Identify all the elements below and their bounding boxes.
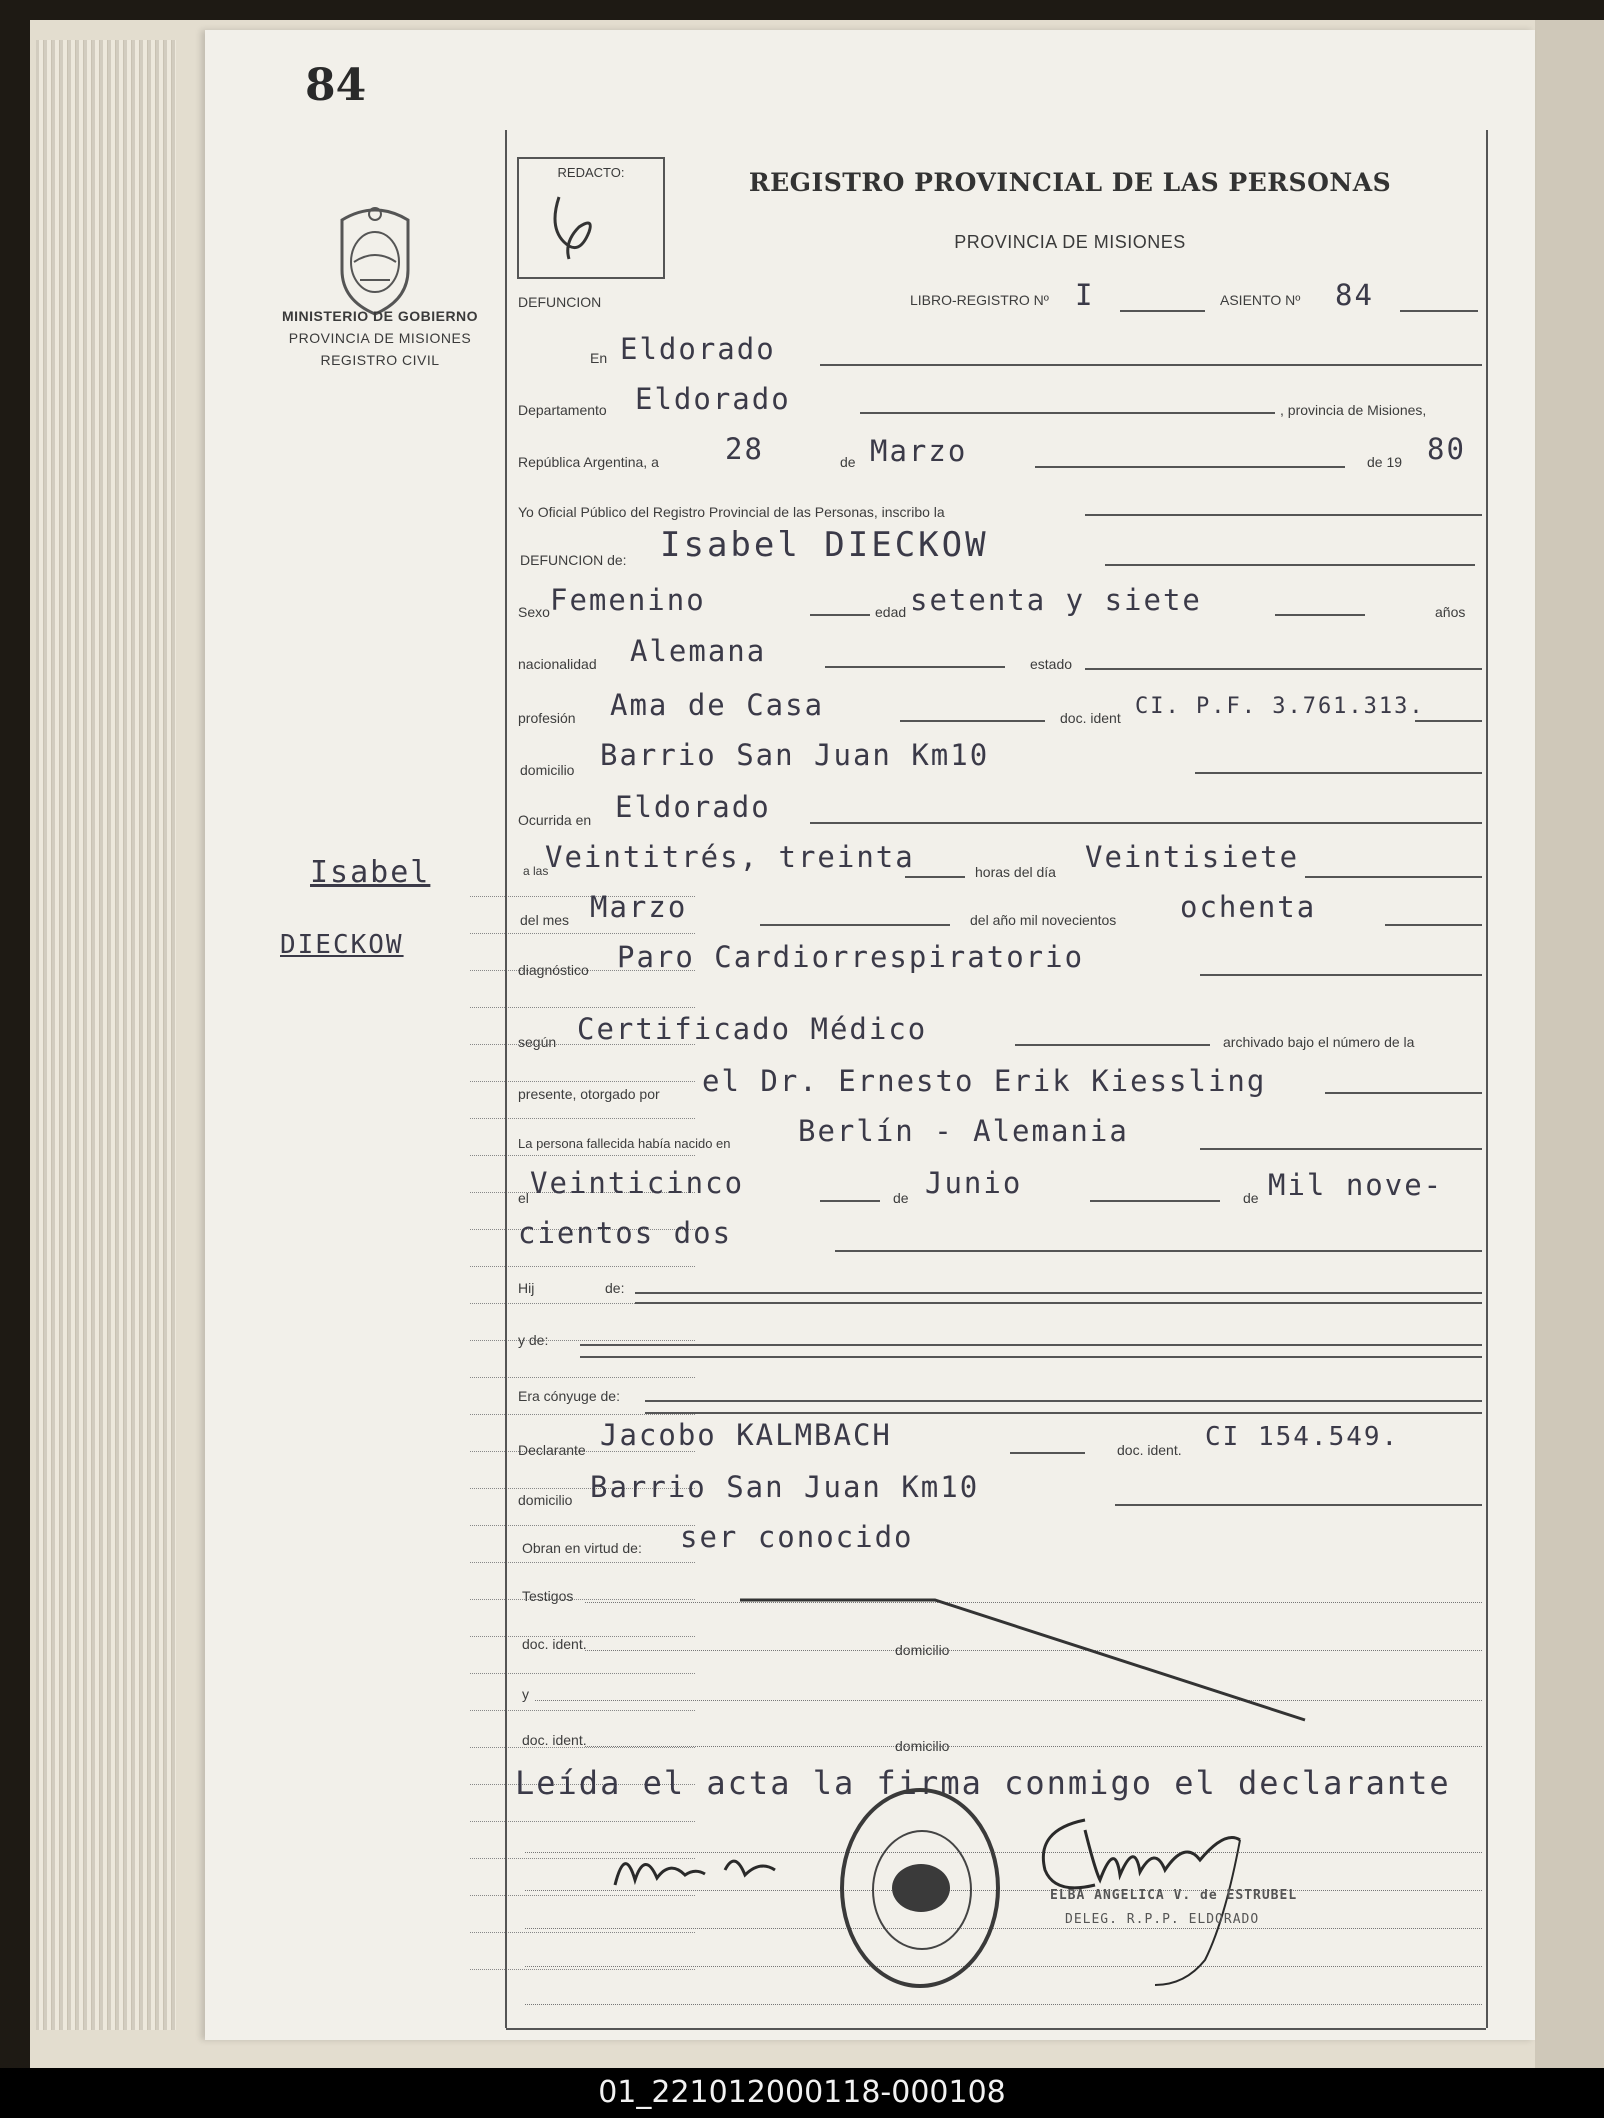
defuncion-label: DEFUNCION — [518, 294, 602, 310]
obran-value: ser conocido — [680, 1520, 914, 1554]
decl-domicilio-label: domicilio — [518, 1492, 573, 1508]
asiento-label: ASIENTO Nº — [1220, 292, 1301, 308]
testigos-label: Testigos — [522, 1588, 574, 1604]
diagnostico-rule — [1200, 974, 1482, 976]
sexo-label: Sexo — [518, 604, 550, 620]
t-domicilio-label: domicilio — [895, 1642, 950, 1658]
birth-month-value: Junio — [925, 1166, 1023, 1200]
birth-month-rule — [1090, 1200, 1220, 1202]
day-value: 28 — [725, 432, 764, 466]
margin-line — [470, 1007, 695, 1008]
nacido-rule — [1200, 1148, 1482, 1150]
nacionalidad-value: Alemana — [630, 634, 767, 668]
doc-ident-label: doc. ident — [1060, 710, 1121, 726]
page-stack-edges — [36, 40, 176, 2030]
yde-label: y de: — [518, 1332, 549, 1348]
anio-rule — [1385, 924, 1482, 926]
segun-label: según — [518, 1034, 557, 1050]
provincia-label: , provincia de Misiones, — [1280, 402, 1427, 418]
de-label: de — [840, 454, 856, 470]
oficial-text: Yo Oficial Público del Registro Provincial de las Personas, inscribo la — [518, 504, 945, 520]
form-frame-left — [505, 130, 507, 2028]
a-las-value: Veintitrés, treinta — [545, 840, 915, 874]
doc-ident-rule — [1415, 720, 1482, 722]
ministry-label: MINISTERIO DE GOBIERNO — [281, 308, 479, 324]
anio-label: del año mil novecientos — [970, 912, 1117, 928]
deceased-rule — [1105, 564, 1475, 566]
margin-name-first: Isabel — [310, 855, 431, 890]
birth-year-rule — [835, 1250, 1482, 1252]
redacto-box — [517, 157, 665, 279]
margin-line — [470, 1562, 695, 1563]
segun-value: Certificado Médico — [577, 1012, 928, 1046]
closing-line-4 — [525, 1966, 1482, 1967]
t-y-label: y — [522, 1686, 529, 1702]
ministry-header — [265, 305, 495, 371]
profesion-value: Ama de Casa — [610, 688, 825, 722]
redacto-initial-icon — [539, 187, 609, 267]
diagnostico-value: Paro Cardiorrespiratorio — [617, 940, 1085, 974]
dia-value: Veintisiete — [1085, 840, 1300, 874]
archivado-label: archivado bajo el número de la — [1223, 1034, 1415, 1050]
yde-rule-2 — [580, 1356, 1482, 1358]
registry-label: REGISTRO CIVIL — [320, 352, 440, 368]
libro-rule — [1120, 310, 1205, 312]
en-rule — [820, 364, 1482, 366]
margin-line — [470, 1414, 695, 1415]
declarant-signature-icon — [595, 1830, 825, 1900]
margin-line — [470, 1340, 695, 1341]
domicilio-label: domicilio — [520, 762, 575, 778]
margin-line — [470, 1969, 695, 1970]
nacido-value: Berlín - Alemania — [798, 1114, 1129, 1148]
margin-line — [470, 1266, 695, 1267]
anio-value: ochenta — [1180, 890, 1317, 924]
defuncion-de-label: DEFUNCION de: — [520, 552, 627, 568]
hij-rule — [635, 1292, 1482, 1294]
page-number: 84 — [305, 60, 367, 111]
departamento-rule — [860, 412, 1275, 414]
asiento-rule — [1400, 310, 1478, 312]
profesion-label: profesión — [518, 710, 576, 726]
margin-line — [470, 1081, 695, 1082]
nacionalidad-label: nacionalidad — [518, 656, 597, 672]
margin-line — [470, 1525, 695, 1526]
closing-line-5 — [525, 2004, 1482, 2005]
presente-label: presente, otorgado por — [518, 1086, 660, 1102]
stamp-name: ELBA ANGELICA V. de ESTRUBEL — [1050, 1888, 1298, 1903]
form-frame-right — [1486, 130, 1488, 2028]
ocurrida-label: Ocurrida en — [518, 812, 592, 828]
birth-de2-label: de — [1243, 1190, 1259, 1206]
margin-line — [470, 1377, 695, 1378]
domicilio-value: Barrio San Juan Km10 — [600, 738, 990, 772]
margin-line — [470, 1118, 695, 1119]
registry-title: REGISTRO PROVINCIAL DE LAS PERSONAS — [748, 168, 1392, 197]
estado-rule — [1085, 668, 1482, 670]
birth-de-label: de — [893, 1190, 909, 1206]
yde-rule — [580, 1344, 1482, 1346]
otorgado-value: el Dr. Ernesto Erik Kiessling — [702, 1064, 1267, 1098]
registry-subtitle: PROVINCIA DE MISIONES — [954, 232, 1186, 252]
official-seal-icon — [840, 1788, 1000, 1988]
margin-line — [470, 1932, 695, 1933]
birth-day-value: Veinticinco — [530, 1166, 745, 1200]
libro-label: LIBRO-REGISTRO Nº — [910, 292, 1049, 308]
a-las-rule — [905, 876, 965, 878]
otorgado-rule — [1325, 1092, 1482, 1094]
hij-de-label: de: — [605, 1280, 625, 1296]
t-doc2-label: doc. ident. — [522, 1732, 587, 1748]
margin-line — [470, 933, 695, 934]
obran-label: Obran en virtud de: — [522, 1540, 642, 1556]
anos-label: años — [1435, 604, 1466, 620]
mes-value: Marzo — [590, 890, 688, 924]
decl-domicilio-value: Barrio San Juan Km10 — [590, 1470, 980, 1504]
declarante-value: Jacobo KALMBACH — [600, 1418, 892, 1452]
witness-strike-line — [505, 1580, 1485, 1740]
margin-line — [470, 1821, 695, 1822]
en-value: Eldorado — [620, 332, 776, 366]
birth-year-value: Mil nove- — [1268, 1168, 1444, 1202]
el-label: el — [518, 1190, 529, 1206]
en-label: En — [590, 350, 608, 366]
nacionalidad-rule — [825, 666, 1005, 668]
de19-label: de 19 — [1367, 454, 1403, 470]
sexo-value: Femenino — [550, 583, 706, 617]
conyuge-rule — [645, 1400, 1482, 1402]
margin-name-last: DIECKOW — [280, 930, 404, 960]
province-label: PROVINCIA DE MISIONES — [288, 330, 472, 346]
edad-rule — [1275, 614, 1365, 616]
birth-year-value-2: cientos dos — [518, 1216, 733, 1250]
year-value: 80 — [1427, 432, 1466, 466]
birth-day-rule — [820, 1200, 880, 1202]
closing-text: Leída el acta la firma conmigo el declarante — [515, 1764, 1451, 1802]
closing-line-3 — [525, 1928, 1482, 1929]
estado-label: estado — [1030, 656, 1073, 672]
sexo-rule — [810, 614, 870, 616]
doc-ident-value: CI. P.F. 3.761.313. — [1135, 694, 1425, 719]
image-caption: 01_221012000118-000108 — [0, 2068, 1604, 2118]
dia-rule — [1305, 876, 1482, 878]
deceased-name: Isabel DIECKOW — [660, 525, 989, 565]
libro-value: I — [1075, 278, 1095, 312]
hij-rule-2 — [635, 1302, 1482, 1304]
decl-doc-label: doc. ident. — [1117, 1442, 1182, 1458]
month-rule — [1035, 466, 1345, 468]
horas-label: horas del día — [975, 864, 1056, 880]
mes-rule — [760, 924, 950, 926]
ocurrida-value: Eldorado — [615, 790, 771, 824]
decl-doc-value: CI 154.549. — [1205, 1422, 1400, 1452]
ocurrida-rule — [810, 822, 1482, 824]
decl-domicilio-rule — [1115, 1504, 1482, 1506]
edad-value: setenta y siete — [910, 583, 1202, 617]
hij-label: Hij — [518, 1280, 535, 1296]
conyuge-rule-2 — [645, 1412, 1482, 1414]
month-value: Marzo — [870, 434, 968, 468]
edad-label: edad — [875, 604, 907, 620]
register-page — [205, 30, 1535, 2040]
asiento-value: 84 — [1335, 278, 1374, 312]
conyuge-label: Era cónyuge de: — [518, 1388, 620, 1404]
diagnostico-label: diagnóstico — [518, 962, 589, 978]
del-mes-label: del mes — [520, 912, 570, 928]
t-domicilio2-label: domicilio — [895, 1738, 950, 1754]
nacido-label: La persona fallecida había nacido en — [518, 1136, 731, 1151]
form-frame-bottom — [506, 2028, 1486, 2030]
declarante-rule — [1010, 1452, 1085, 1454]
book-right-edge — [1535, 20, 1604, 2070]
segun-rule — [1015, 1044, 1210, 1046]
margin-line — [470, 1155, 695, 1156]
departamento-label: Departamento — [518, 402, 607, 418]
domicilio-rule — [1195, 772, 1482, 774]
profesion-rule — [900, 720, 1045, 722]
oficial-rule — [1085, 514, 1482, 516]
departamento-value: Eldorado — [635, 382, 791, 416]
t-doc-label: doc. ident. — [522, 1636, 587, 1652]
stamp-title: DELEG. R.P.P. ELDORADO — [1065, 1912, 1260, 1927]
t-doc2-line — [585, 1746, 1482, 1747]
republica-label: República Argentina, a — [518, 454, 659, 470]
a-las-label: a las — [523, 864, 549, 878]
redacto-label: REDACTO: — [557, 165, 625, 180]
declarante-label: Declarante — [518, 1442, 586, 1458]
